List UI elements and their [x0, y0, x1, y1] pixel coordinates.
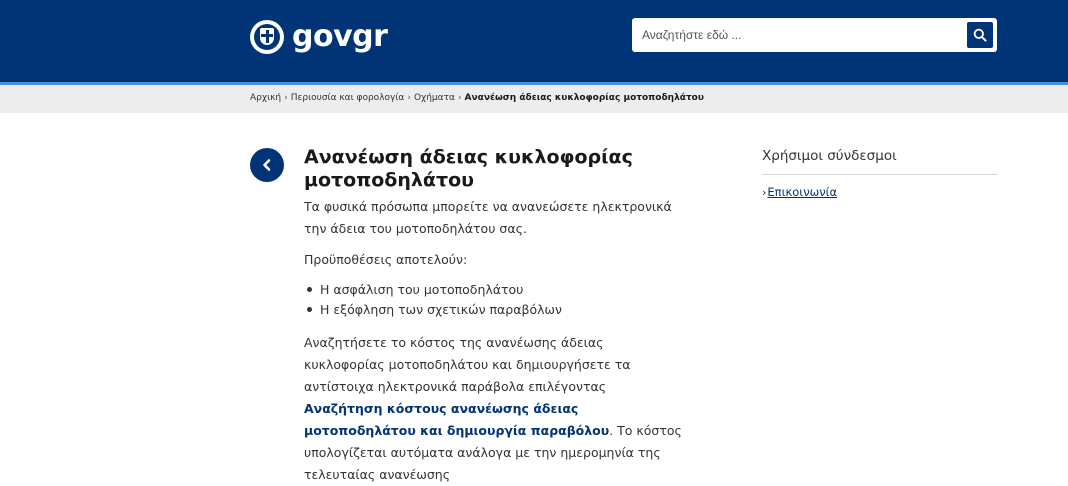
site-header	[0, 0, 1068, 82]
intro-text: Τα φυσικά πρόσωπα μπορείτε να ανανεώσετε ηλεκτρονικά την άδεια του μοτοποδηλάτου σας.	[304, 199, 672, 236]
breadcrumb-property-tax[interactable]: Περιουσία και φορολογία	[290, 93, 405, 103]
list-item	[304, 280, 684, 300]
breadcrumb-home[interactable]: Αρχική	[250, 93, 282, 103]
prerequisites-list	[304, 280, 684, 320]
prerequisites-heading: Προϋποθέσεις αποτελούν:	[304, 252, 468, 267]
breadcrumb	[250, 93, 704, 103]
breadcrumb-current: Ανανέωση άδειας κυκλοφορίας μοτοποδηλάτου	[464, 93, 704, 103]
breadcrumb-separator: ›	[457, 93, 462, 103]
main-content	[304, 146, 684, 486]
cost-search-link[interactable]: Αναζήτηση κόστους ανανέωσης άδειας μοτοποδηλάτου και δημιουργία παραβόλου	[304, 401, 610, 438]
useful-links-sidebar	[762, 148, 997, 199]
breadcrumb-vehicles[interactable]: Οχήματα	[413, 93, 455, 103]
breadcrumb-bar	[0, 85, 1068, 113]
chevron-right-icon: ›	[762, 186, 767, 199]
cost-paragraph	[304, 332, 684, 486]
cost-text-end: . Το κόστος υπολογίζεται αυτόματα ανάλογα με την ημερομηνία της τελευταίας ανανέωσης	[304, 423, 682, 482]
list-item-text: Η ασφάλιση του μοτοποδηλάτου	[320, 282, 524, 297]
govgr-logo[interactable]	[250, 20, 387, 54]
logo-text: govgr	[292, 19, 388, 54]
greek-emblem-icon	[250, 20, 284, 54]
divider	[762, 174, 997, 175]
list-item	[304, 300, 684, 320]
chevron-left-icon	[261, 158, 273, 172]
cost-text: Αναζητήσετε το κόστος της ανανέωσης άδειας κυκλοφορίας μοτοποδηλάτου και δημιουργήσετε τα αντίστοιχα ηλεκτρονικά παράβολα επιλέγοντας	[304, 335, 631, 394]
useful-links-title: Χρήσιμοι σύνδεσμοι	[762, 148, 897, 164]
breadcrumb-separator: ›	[407, 93, 411, 103]
page-title: Ανανέωση άδειας κυκλοφορίας μοτοποδηλάτου	[304, 146, 633, 191]
search-icon	[973, 28, 987, 42]
bullet-icon	[307, 307, 312, 312]
useful-link-item	[762, 185, 997, 199]
search-bar	[632, 18, 997, 52]
bullet-icon	[307, 287, 312, 292]
search-input[interactable]	[632, 18, 957, 52]
list-item-text: Η εξόφληση των σχετικών παραβόλων	[320, 302, 562, 317]
search-button[interactable]	[967, 22, 993, 48]
contact-link[interactable]: Επικοινωνία	[767, 185, 838, 199]
breadcrumb-separator: ›	[284, 93, 288, 103]
back-button[interactable]	[250, 148, 284, 182]
